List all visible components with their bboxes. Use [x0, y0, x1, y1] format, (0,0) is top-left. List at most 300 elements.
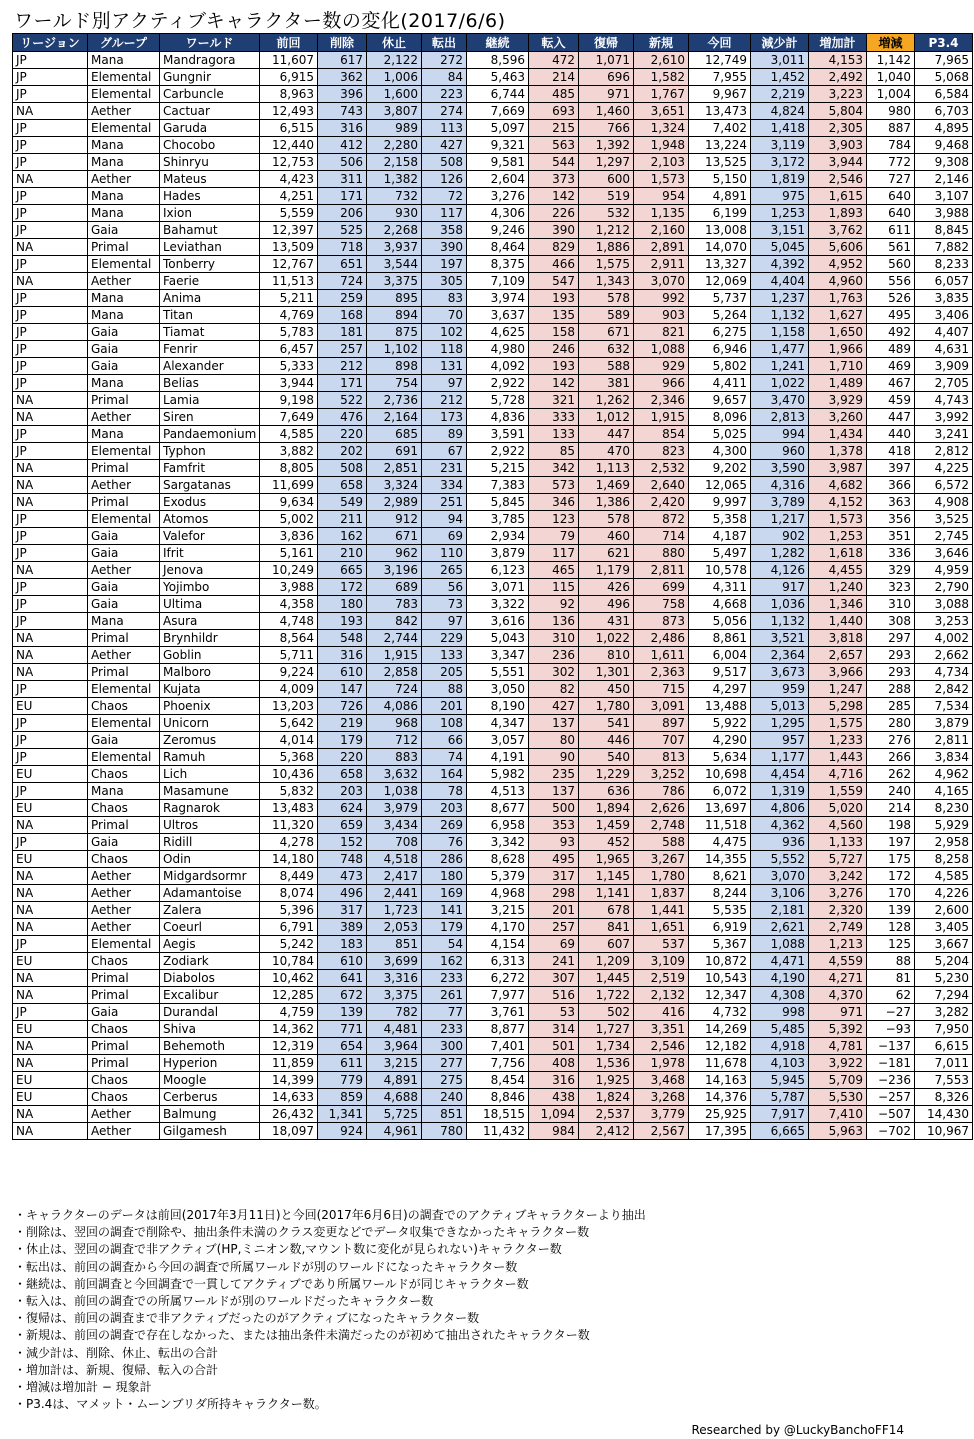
cell-moved-out: 118	[422, 341, 467, 358]
cell-new: 954	[634, 188, 689, 205]
cell-p34: 4,908	[915, 494, 973, 511]
cell-deleted: 1,341	[318, 1106, 367, 1123]
cell-deleted: 476	[318, 409, 367, 426]
cell-inactive: 783	[367, 596, 422, 613]
cell-current: 4,475	[689, 834, 751, 851]
table-row	[13, 766, 973, 783]
cell-group: Primal	[88, 630, 160, 647]
cell-returned: 1,179	[579, 562, 634, 579]
cell-increase: 4,716	[809, 766, 867, 783]
cell-increase: 4,952	[809, 256, 867, 273]
cell-moved-out: 201	[422, 698, 467, 715]
cell-deleted: 220	[318, 749, 367, 766]
cell-moved-out: 180	[422, 868, 467, 885]
cell-deleted: 171	[318, 188, 367, 205]
cell-moved-in: 69	[529, 936, 579, 953]
cell-deleted: 611	[318, 1055, 367, 1072]
cell-world: Ixion	[160, 205, 260, 222]
cell-new: 854	[634, 426, 689, 443]
cell-returned: 1,297	[579, 154, 634, 171]
cell-group: Primal	[88, 460, 160, 477]
cell-moved-in: 310	[529, 630, 579, 647]
cell-deleted: 220	[318, 426, 367, 443]
cell-current: 13,327	[689, 256, 751, 273]
cell-inactive: 782	[367, 1004, 422, 1021]
column-header-new: 新規	[634, 34, 689, 52]
cell-world: Ridill	[160, 834, 260, 851]
cell-decrease: 2,364	[751, 647, 809, 664]
cell-deleted: 139	[318, 1004, 367, 1021]
cell-group: Elemental	[88, 120, 160, 137]
cell-decrease: 5,045	[751, 239, 809, 256]
cell-change: 560	[867, 256, 915, 273]
column-header-returned: 復帰	[579, 34, 634, 52]
cell-current: 13,224	[689, 137, 751, 154]
cell-world: Hades	[160, 188, 260, 205]
cell-group: Elemental	[88, 69, 160, 86]
cell-moved-out: 300	[422, 1038, 467, 1055]
cell-increase: 1,710	[809, 358, 867, 375]
cell-returned: 1,113	[579, 460, 634, 477]
cell-inactive: 4,481	[367, 1021, 422, 1038]
cell-moved-out: 83	[422, 290, 467, 307]
table-row	[13, 290, 973, 307]
table-row	[13, 902, 973, 919]
cell-world: Zodiark	[160, 953, 260, 970]
cell-increase: 1,615	[809, 188, 867, 205]
table-row	[13, 613, 973, 630]
cell-group: Elemental	[88, 443, 160, 460]
cell-current: 5,497	[689, 545, 751, 562]
cell-increase: 2,749	[809, 919, 867, 936]
table-row	[13, 494, 973, 511]
cell-p34: 4,734	[915, 664, 973, 681]
cell-continued: 3,761	[467, 1004, 529, 1021]
cell-current: 4,300	[689, 443, 751, 460]
cell-moved-in: 693	[529, 103, 579, 120]
cell-region: JP	[13, 137, 88, 154]
table-row	[13, 528, 973, 545]
cell-moved-in: 235	[529, 766, 579, 783]
cell-moved-in: 321	[529, 392, 579, 409]
cell-prev: 9,198	[260, 392, 318, 409]
cell-moved-out: 851	[422, 1106, 467, 1123]
cell-region: JP	[13, 86, 88, 103]
cell-change: 469	[867, 358, 915, 375]
cell-increase: 3,242	[809, 868, 867, 885]
table-row	[13, 953, 973, 970]
cell-moved-in: 142	[529, 375, 579, 392]
cell-current: 6,275	[689, 324, 751, 341]
cell-group: Gaia	[88, 834, 160, 851]
cell-change: 293	[867, 664, 915, 681]
cell-returned: 1,301	[579, 664, 634, 681]
cell-returned: 1,212	[579, 222, 634, 239]
cell-group: Gaia	[88, 1004, 160, 1021]
cell-new: 872	[634, 511, 689, 528]
cell-increase: 2,492	[809, 69, 867, 86]
cell-prev: 5,396	[260, 902, 318, 919]
cell-deleted: 771	[318, 1021, 367, 1038]
cell-deleted: 658	[318, 477, 367, 494]
cell-prev: 11,699	[260, 477, 318, 494]
cell-increase: 1,573	[809, 511, 867, 528]
footnote-line: ・継続は、前回調査と今回調査で一貫してアクティブであり所属ワールドが同じキャラクター数	[14, 1276, 529, 1291]
column-header-prev: 前回	[260, 34, 318, 52]
table-row	[13, 222, 973, 239]
cell-deleted: 211	[318, 511, 367, 528]
cell-world: Zeromus	[160, 732, 260, 749]
cell-current: 6,004	[689, 647, 751, 664]
cell-current: 10,578	[689, 562, 751, 579]
cell-increase: 1,240	[809, 579, 867, 596]
cell-moved-out: 508	[422, 154, 467, 171]
cell-continued: 5,845	[467, 494, 529, 511]
cell-moved-out: 141	[422, 902, 467, 919]
cell-decrease: 998	[751, 1004, 809, 1021]
cell-moved-in: 115	[529, 579, 579, 596]
cell-p34: 4,002	[915, 630, 973, 647]
cell-returned: 447	[579, 426, 634, 443]
cell-moved-in: 135	[529, 307, 579, 324]
column-header-inactive: 休止	[367, 34, 422, 52]
cell-moved-out: 251	[422, 494, 467, 511]
cell-p34: 4,631	[915, 341, 973, 358]
cell-returned: 1,965	[579, 851, 634, 868]
cell-change: 276	[867, 732, 915, 749]
cell-decrease: 4,454	[751, 766, 809, 783]
cell-prev: 12,440	[260, 137, 318, 154]
cell-inactive: 1,600	[367, 86, 422, 103]
cell-world: Cerberus	[160, 1089, 260, 1106]
cell-change: 440	[867, 426, 915, 443]
cell-world: Atomos	[160, 511, 260, 528]
cell-group: Mana	[88, 52, 160, 69]
cell-inactive: 1,038	[367, 783, 422, 800]
cell-increase: 5,020	[809, 800, 867, 817]
cell-p34: 2,958	[915, 834, 973, 851]
cell-continued: 3,637	[467, 307, 529, 324]
cell-decrease: 1,452	[751, 69, 809, 86]
table-row	[13, 86, 973, 103]
cell-region: EU	[13, 698, 88, 715]
cell-world: Shinryu	[160, 154, 260, 171]
cell-prev: 5,002	[260, 511, 318, 528]
cell-prev: 14,362	[260, 1021, 318, 1038]
cell-returned: 1,727	[579, 1021, 634, 1038]
cell-current: 14,269	[689, 1021, 751, 1038]
cell-group: Chaos	[88, 953, 160, 970]
column-header-p34: P3.4	[915, 34, 973, 52]
cell-region: JP	[13, 783, 88, 800]
cell-change: 640	[867, 188, 915, 205]
cell-group: Gaia	[88, 545, 160, 562]
cell-new: 1,780	[634, 868, 689, 885]
cell-group: Elemental	[88, 749, 160, 766]
cell-p34: 5,068	[915, 69, 973, 86]
cell-p34: 3,525	[915, 511, 973, 528]
cell-deleted: 210	[318, 545, 367, 562]
cell-p34: 9,468	[915, 137, 973, 154]
cell-decrease: 1,237	[751, 290, 809, 307]
cell-change: 285	[867, 698, 915, 715]
cell-moved-out: 334	[422, 477, 467, 494]
cell-world: Phoenix	[160, 698, 260, 715]
cell-p34: 7,965	[915, 52, 973, 69]
footnote-line: ・減少計は、削除、休止、転出の合計	[14, 1345, 219, 1360]
cell-increase: 5,298	[809, 698, 867, 715]
cell-change: 336	[867, 545, 915, 562]
cell-world: Lich	[160, 766, 260, 783]
cell-inactive: 2,858	[367, 664, 422, 681]
cell-deleted: 641	[318, 970, 367, 987]
cell-group: Chaos	[88, 698, 160, 715]
cell-region: JP	[13, 375, 88, 392]
cell-region: JP	[13, 681, 88, 698]
cell-new: 1,948	[634, 137, 689, 154]
cell-p34: 3,282	[915, 1004, 973, 1021]
cell-inactive: 1,382	[367, 171, 422, 188]
cell-decrease: 4,316	[751, 477, 809, 494]
cell-group: Mana	[88, 137, 160, 154]
cell-deleted: 658	[318, 766, 367, 783]
cell-group: Elemental	[88, 715, 160, 732]
cell-group: Chaos	[88, 851, 160, 868]
cell-group: Aether	[88, 919, 160, 936]
cell-returned: 1,886	[579, 239, 634, 256]
cell-current: 13,473	[689, 103, 751, 120]
cell-returned: 1,392	[579, 137, 634, 154]
cell-p34: 2,705	[915, 375, 973, 392]
cell-inactive: 708	[367, 834, 422, 851]
cell-moved-in: 544	[529, 154, 579, 171]
cell-current: 5,535	[689, 902, 751, 919]
cell-deleted: 203	[318, 783, 367, 800]
cell-returned: 1,145	[579, 868, 634, 885]
cell-change: 397	[867, 460, 915, 477]
cell-decrease: 4,404	[751, 273, 809, 290]
cell-deleted: 496	[318, 885, 367, 902]
cell-continued: 8,464	[467, 239, 529, 256]
cell-increase: 3,929	[809, 392, 867, 409]
cell-prev: 3,836	[260, 528, 318, 545]
cell-deleted: 212	[318, 358, 367, 375]
cell-prev: 9,224	[260, 664, 318, 681]
cell-group: Gaia	[88, 528, 160, 545]
cell-decrease: 3,590	[751, 460, 809, 477]
cell-increase: 1,378	[809, 443, 867, 460]
table-row	[13, 715, 973, 732]
cell-returned: 671	[579, 324, 634, 341]
cell-decrease: 4,824	[751, 103, 809, 120]
cell-world: Mandragora	[160, 52, 260, 69]
cell-new: 3,109	[634, 953, 689, 970]
column-header-region: リージョン	[13, 34, 88, 52]
cell-increase: 5,392	[809, 1021, 867, 1038]
cell-moved-in: 92	[529, 596, 579, 613]
table-row	[13, 1004, 973, 1021]
cell-continued: 4,968	[467, 885, 529, 902]
cell-inactive: 962	[367, 545, 422, 562]
cell-continued: 4,154	[467, 936, 529, 953]
cell-continued: 6,313	[467, 953, 529, 970]
cell-region: JP	[13, 341, 88, 358]
cell-new: 2,346	[634, 392, 689, 409]
cell-continued: 2,934	[467, 528, 529, 545]
cell-p34: 4,226	[915, 885, 973, 902]
cell-moved-out: 70	[422, 307, 467, 324]
cell-moved-out: 67	[422, 443, 467, 460]
cell-moved-out: 231	[422, 460, 467, 477]
cell-prev: 6,915	[260, 69, 318, 86]
cell-region: EU	[13, 766, 88, 783]
cell-increase: 3,260	[809, 409, 867, 426]
cell-world: Belias	[160, 375, 260, 392]
cell-prev: 8,963	[260, 86, 318, 103]
cell-change: 62	[867, 987, 915, 1004]
cell-world: Kujata	[160, 681, 260, 698]
cell-continued: 6,958	[467, 817, 529, 834]
cell-prev: 12,753	[260, 154, 318, 171]
cell-moved-out: 427	[422, 137, 467, 154]
cell-returned: 578	[579, 290, 634, 307]
cell-increase: 1,213	[809, 936, 867, 953]
cell-current: 12,182	[689, 1038, 751, 1055]
table-row	[13, 358, 973, 375]
cell-current: 4,411	[689, 375, 751, 392]
footnote-line: ・P3.4は、マメット・ムーンブリダ所持キャラクター数。	[14, 1397, 327, 1412]
cell-inactive: 3,544	[367, 256, 422, 273]
cell-inactive: 3,434	[367, 817, 422, 834]
cell-world: Coeurl	[160, 919, 260, 936]
cell-decrease: 4,103	[751, 1055, 809, 1072]
cell-world: Ragnarok	[160, 800, 260, 817]
table-row	[13, 307, 973, 324]
cell-decrease: 975	[751, 188, 809, 205]
cell-p34: 5,230	[915, 970, 973, 987]
cell-decrease: 4,308	[751, 987, 809, 1004]
cell-new: 2,640	[634, 477, 689, 494]
cell-returned: 1,722	[579, 987, 634, 1004]
cell-new: 2,546	[634, 1038, 689, 1055]
cell-moved-in: 390	[529, 222, 579, 239]
cell-deleted: 389	[318, 919, 367, 936]
cell-inactive: 894	[367, 307, 422, 324]
cell-continued: 7,401	[467, 1038, 529, 1055]
table-row	[13, 1106, 973, 1123]
cell-continued: 5,043	[467, 630, 529, 647]
cell-region: JP	[13, 358, 88, 375]
cell-moved-in: 82	[529, 681, 579, 698]
column-header-group: グループ	[88, 34, 160, 52]
cell-new: 786	[634, 783, 689, 800]
cell-world: Jenova	[160, 562, 260, 579]
cell-prev: 3,882	[260, 443, 318, 460]
cell-change: 1,040	[867, 69, 915, 86]
cell-current: 6,946	[689, 341, 751, 358]
cell-inactive: 2,053	[367, 919, 422, 936]
cell-group: Primal	[88, 970, 160, 987]
cell-change: 418	[867, 443, 915, 460]
cell-moved-in: 472	[529, 52, 579, 69]
cell-decrease: 3,673	[751, 664, 809, 681]
cell-continued: 4,347	[467, 715, 529, 732]
cell-continued: 6,272	[467, 970, 529, 987]
cell-moved-out: 76	[422, 834, 467, 851]
cell-moved-out: 69	[422, 528, 467, 545]
cell-moved-out: 274	[422, 103, 467, 120]
cell-continued: 8,628	[467, 851, 529, 868]
cell-moved-out: 117	[422, 205, 467, 222]
cell-prev: 12,319	[260, 1038, 318, 1055]
cell-group: Gaia	[88, 341, 160, 358]
cell-continued: 4,980	[467, 341, 529, 358]
table-row	[13, 1021, 973, 1038]
cell-continued: 8,877	[467, 1021, 529, 1038]
cell-prev: 5,211	[260, 290, 318, 307]
cell-increase: 3,762	[809, 222, 867, 239]
cell-p34: 7,553	[915, 1072, 973, 1089]
cell-region: NA	[13, 647, 88, 664]
cell-deleted: 672	[318, 987, 367, 1004]
cell-moved-in: 79	[529, 528, 579, 545]
cell-change: −27	[867, 1004, 915, 1021]
cell-region: JP	[13, 290, 88, 307]
cell-new: 715	[634, 681, 689, 698]
cell-region: NA	[13, 273, 88, 290]
cell-deleted: 316	[318, 120, 367, 137]
cell-moved-out: 277	[422, 1055, 467, 1072]
cell-moved-out: 164	[422, 766, 467, 783]
cell-prev: 12,767	[260, 256, 318, 273]
cell-inactive: 989	[367, 120, 422, 137]
cell-increase: 1,443	[809, 749, 867, 766]
cell-returned: 496	[579, 596, 634, 613]
cell-moved-in: 193	[529, 358, 579, 375]
cell-change: 351	[867, 528, 915, 545]
cell-deleted: 522	[318, 392, 367, 409]
cell-deleted: 168	[318, 307, 367, 324]
cell-increase: 5,963	[809, 1123, 867, 1140]
cell-returned: 1,894	[579, 800, 634, 817]
cell-returned: 470	[579, 443, 634, 460]
cell-inactive: 4,688	[367, 1089, 422, 1106]
cell-world: Behemoth	[160, 1038, 260, 1055]
cell-group: Aether	[88, 885, 160, 902]
cell-returned: 810	[579, 647, 634, 664]
cell-deleted: 206	[318, 205, 367, 222]
cell-world: Masamune	[160, 783, 260, 800]
cell-moved-out: 72	[422, 188, 467, 205]
cell-group: Mana	[88, 613, 160, 630]
cell-returned: 519	[579, 188, 634, 205]
cell-continued: 3,785	[467, 511, 529, 528]
cell-inactive: 1,102	[367, 341, 422, 358]
cell-world: Exodus	[160, 494, 260, 511]
cell-group: Primal	[88, 239, 160, 256]
cell-current: 6,919	[689, 919, 751, 936]
cell-prev: 26,432	[260, 1106, 318, 1123]
cell-moved-in: 438	[529, 1089, 579, 1106]
cell-region: JP	[13, 528, 88, 545]
cell-deleted: 183	[318, 936, 367, 953]
cell-change: 727	[867, 171, 915, 188]
cell-region: JP	[13, 834, 88, 851]
world-stats-table	[12, 33, 973, 1140]
cell-new: 3,267	[634, 851, 689, 868]
cell-increase: 1,253	[809, 528, 867, 545]
cell-group: Gaia	[88, 358, 160, 375]
